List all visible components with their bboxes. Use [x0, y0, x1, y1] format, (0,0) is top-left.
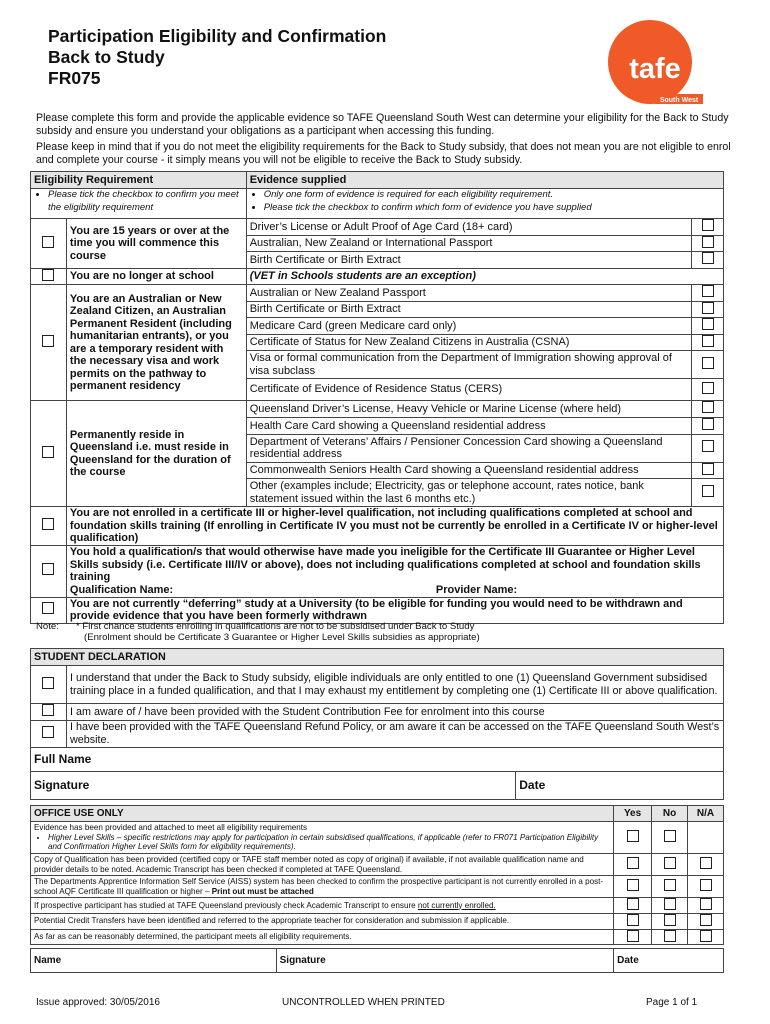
- evidence-item: Birth Certificate or Birth Extract: [246, 301, 691, 318]
- evidence-item: Department of Veterans’ Affairs / Pensioner Concession Card showing a Queensland residential address: [246, 434, 691, 462]
- declaration-header: STUDENT DECLARATION: [31, 649, 724, 666]
- form-title: [48, 26, 386, 89]
- declaration-item: I understand that under the Back to Study subsidy, eligible individuals are only entitled to one (1) Queensland Government subsidised training place in a funded qualification, and that I may exhaust my entitlement by completing one (1) Certificate III or above qualification.: [66, 666, 723, 704]
- evidence-item: Certificate of Evidence of Residence Status (CERS): [246, 379, 691, 401]
- student-declaration-table: [30, 648, 724, 800]
- residence-requirement: Permanently reside in Queensland i.e. must reside in Queensland for the duration of the course: [66, 401, 246, 507]
- no-header: No: [652, 806, 688, 822]
- na-checkbox[interactable]: [700, 914, 712, 926]
- intro-paragraph-1: Please complete this form and provide the applicable evidence so TAFE Queensland South West can determine your eligibility for the Back to Study subsidy and ensure you understand your obligations as a participant when accessing this funding.: [36, 112, 729, 137]
- office-row: If prospective participant has studied at TAFE Queensland previously check Academic Transcript to ensure: [34, 900, 416, 910]
- school-evidence: (VET in Schools students are an exception): [246, 268, 723, 285]
- declaration-checkbox[interactable]: [42, 704, 54, 716]
- yes-checkbox[interactable]: [627, 857, 639, 869]
- declaration-checkbox[interactable]: [42, 726, 54, 738]
- evidence-checkbox[interactable]: [702, 219, 714, 231]
- office-row: Potential Credit Transfers have been identified and referred to the appropriate teacher for consideration and submission if applicable.: [31, 913, 614, 929]
- citizen-requirement-checkbox[interactable]: [42, 335, 54, 347]
- page-number: Page 1 of 1: [646, 997, 698, 1008]
- evidence-supplied-header: Evidence supplied: [246, 172, 723, 189]
- no-checkbox[interactable]: [664, 879, 676, 891]
- evidence-item: Birth Certificate or Birth Extract: [246, 252, 691, 269]
- school-requirement-checkbox[interactable]: [42, 269, 54, 281]
- evidence-checkbox[interactable]: [702, 252, 714, 264]
- evidence-item: Health Care Card showing a Queensland residential address: [246, 418, 691, 435]
- declaration-item: I am aware of / have been provided with the Student Contribution Fee for enrolment into this course: [66, 704, 723, 721]
- office-use-table: [30, 805, 724, 945]
- not-enrolled-requirement: You are not enrolled in a certificate III or higher-level qualification, not including qualifications completed at school and foundation skills training (If enrolling in Certificate IV you must not be currently be enrolled in a Certificate IV or higher-level qualification): [66, 507, 723, 546]
- no-checkbox[interactable]: [664, 857, 676, 869]
- evidence-item: Driver’s License or Adult Proof of Age Card (18+ card): [246, 219, 691, 236]
- citizen-requirement: You are an Australian or New Zealand Citizen, an Australian Permanent Resident (including humanitarian entrants), or you are a temporary resident with the necessary visa and work permits on the pathway to permanent residency: [66, 285, 246, 401]
- evidence-item: Queensland Driver’s License, Heavy Vehicle or Marine License (where held): [246, 401, 691, 418]
- evidence-checkbox[interactable]: [702, 440, 714, 452]
- deferring-checkbox[interactable]: [42, 602, 54, 614]
- office-row: The Departments Apprentice Information Self Service (AISS) system has been checked to confirm the prospective participant is not currently enrolled in a post-school AQF Certificate III qualification or higher –: [34, 876, 604, 896]
- declaration-item: I have been provided with the TAFE Queensland Refund Policy, or am aware it can be accessed on the TAFE Queensland South West’s website.: [66, 720, 723, 747]
- age-requirement-checkbox[interactable]: [42, 236, 54, 248]
- provider-name-field[interactable]: Provider Name:: [435, 583, 518, 596]
- signature-field[interactable]: Signature: [31, 771, 516, 799]
- evidence-checkbox[interactable]: [702, 418, 714, 430]
- declaration-checkbox[interactable]: [42, 677, 54, 689]
- no-checkbox[interactable]: [664, 898, 676, 910]
- evidence-checkbox[interactable]: [702, 463, 714, 475]
- no-checkbox[interactable]: [664, 914, 676, 926]
- title-line-2: Back to Study: [48, 47, 165, 67]
- yes-header: Yes: [614, 806, 652, 822]
- title-line-3: FR075: [48, 68, 101, 88]
- na-header: N/A: [688, 806, 724, 822]
- evidence-instruction-1: • Only one form of evidence is required for each eligibility requirement.: [264, 189, 720, 202]
- full-name-field[interactable]: Full Name: [31, 747, 724, 771]
- office-sign-table: [30, 948, 724, 973]
- office-use-header: OFFICE USE ONLY: [31, 806, 614, 822]
- evidence-item: Commonwealth Seniors Health Card showing a Queensland residential address: [246, 462, 691, 479]
- na-checkbox[interactable]: [700, 879, 712, 891]
- not-enrolled-underline: not currently enrolled.: [417, 900, 496, 910]
- yes-checkbox[interactable]: [627, 898, 639, 910]
- not-enrolled-checkbox[interactable]: [42, 518, 54, 530]
- evidence-item: Australian, New Zealand or International Passport: [246, 235, 691, 252]
- evidence-checkbox[interactable]: [702, 485, 714, 497]
- tafe-logo: [603, 18, 703, 104]
- evidence-checkbox[interactable]: [702, 357, 714, 369]
- evidence-checkbox[interactable]: [702, 302, 714, 314]
- office-name-field[interactable]: Name: [31, 949, 277, 973]
- evidence-checkbox[interactable]: [702, 236, 714, 248]
- note-label: Note:: [36, 621, 59, 632]
- qualification-checkbox[interactable]: [42, 563, 54, 575]
- residence-requirement-checkbox[interactable]: [42, 446, 54, 458]
- print-out-note: Print out must be attached: [211, 886, 314, 896]
- uncontrolled-notice: UNCONTROLLED WHEN PRINTED: [282, 997, 445, 1008]
- qualification-name-field[interactable]: Qualification Name:: [69, 583, 174, 596]
- eligibility-requirement-header: Eligibility Requirement: [31, 172, 247, 189]
- na-checkbox[interactable]: [700, 857, 712, 869]
- school-requirement: You are no longer at school: [66, 268, 246, 285]
- eligibility-table: [30, 171, 724, 624]
- office-row: • Higher Level Skills – specific restrictions may apply for participation in certain subsidised qualifications, if applicable (refer to FR071 Participation Eligibility and Confirmation Higher Level Skills form for eligibility requirements).: [48, 833, 610, 853]
- evidence-item: Australian or New Zealand Passport: [246, 285, 691, 302]
- note-line-2: (Enrolment should be Certificate 3 Guarantee or Higher Level Skills subsidies as appropriate): [84, 632, 480, 643]
- intro-paragraph-2: Please keep in mind that if you do not meet the eligibility requirements for the Back to Study subsidy, that does not mean you are not eligible to enrol and complete your course - it simply means you will not be eligible to receive the Back to Study subsidy.: [36, 141, 731, 166]
- title-line-1: Participation Eligibility and Confirmation: [48, 26, 387, 46]
- yes-checkbox[interactable]: [627, 930, 639, 942]
- requirement-instruction: • Please tick the checkbox to confirm you meet the eligibility requirement: [48, 189, 243, 214]
- evidence-item: Other (examples include; Electricity, gas or telephone account, rates notice, bank statement issued within the last 6 months etc.): [246, 479, 691, 507]
- evidence-provided-line: Evidence has been provided and attached to meet all eligibility requirements: [34, 822, 308, 832]
- age-requirement: You are 15 years or over at the time you will commence this course: [66, 219, 246, 269]
- evidence-item: Medicare Card (green Medicare card only): [246, 318, 691, 335]
- issue-date: Issue approved: 30/05/2016: [36, 997, 160, 1008]
- office-signature-field[interactable]: Signature: [276, 949, 614, 973]
- office-row: As far as can be reasonably determined, the participant meets all eligibility requirements.: [31, 929, 614, 945]
- yes-checkbox[interactable]: [627, 879, 639, 891]
- date-field[interactable]: Date: [516, 771, 724, 799]
- no-checkbox[interactable]: [664, 830, 676, 842]
- evidence-checkbox[interactable]: [702, 318, 714, 330]
- note-line-1: * First chance students enrolling in qualifications are not to be subsidised under Back to Study: [76, 621, 475, 632]
- yes-checkbox[interactable]: [627, 830, 639, 842]
- office-row: Copy of Qualification has been provided (certified copy or TAFE staff member noted as copy of original) if available, if not available qualification name and provider details to be noted. Academic Transcript has been checked if completed at TAFE Queensland.: [31, 854, 614, 876]
- intro-text: [36, 112, 736, 170]
- na-checkbox[interactable]: [700, 898, 712, 910]
- logo-sub: South West: [659, 97, 699, 104]
- no-checkbox[interactable]: [664, 930, 676, 942]
- na-checkbox[interactable]: [700, 930, 712, 942]
- office-date-field[interactable]: Date: [614, 949, 724, 973]
- logo-text: tafe: [629, 53, 681, 85]
- evidence-checkbox[interactable]: [702, 285, 714, 297]
- evidence-checkbox[interactable]: [702, 401, 714, 413]
- evidence-item: Visa or formal communication from the Department of Immigration showing approval of visa subclass: [246, 351, 691, 379]
- qualification-requirement: You hold a qualification/s that would otherwise have made you ineligible for the Certificate III Guarantee or Higher Level Skills subsidy (i.e. Certificate III/IV or above), does not including qualifications completed at school and foundation skills training: [69, 546, 701, 583]
- evidence-checkbox[interactable]: [702, 382, 714, 394]
- evidence-checkbox[interactable]: [702, 335, 714, 347]
- evidence-item: Certificate of Status for New Zealand Citizens in Australia (CSNA): [246, 334, 691, 351]
- deferring-requirement: You are not currently “deferring” study at a University (to be eligible for funding you would need to be withdrawn and provide evidence that you have been formerly withdrawn: [66, 597, 723, 623]
- evidence-instruction-2: • Please tick the checkbox to confirm which form of evidence you have supplied: [264, 202, 720, 215]
- yes-checkbox[interactable]: [627, 914, 639, 926]
